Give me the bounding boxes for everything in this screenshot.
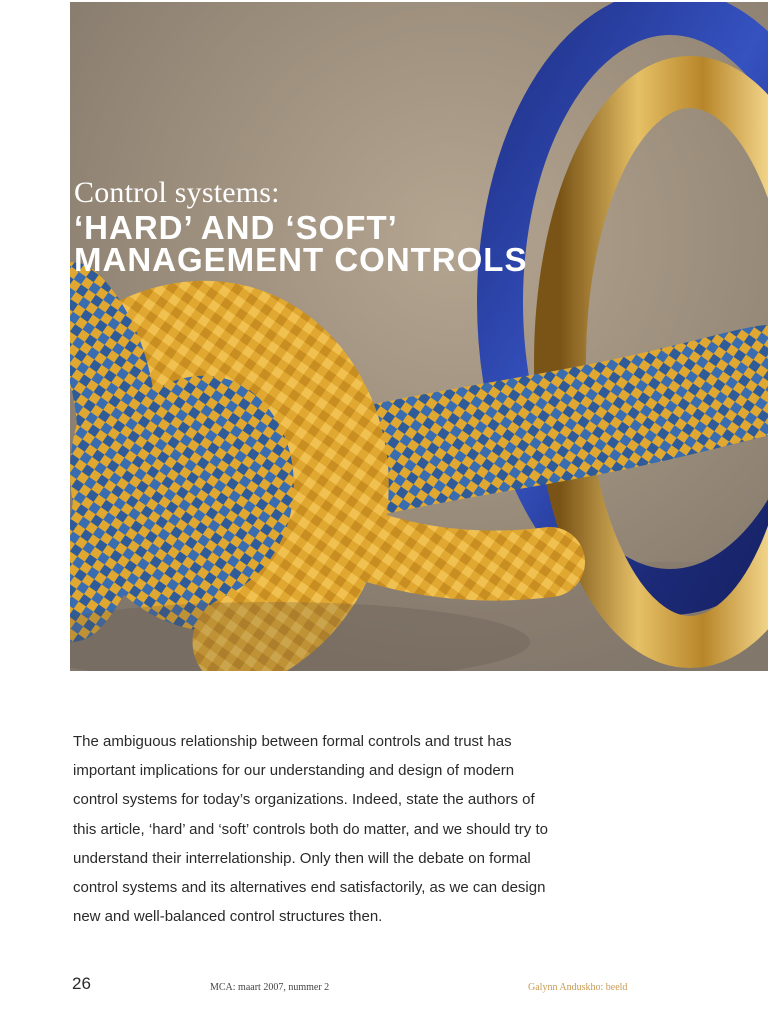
lead-paragraph bbox=[73, 727, 573, 931]
photo-credit: Galynn Anduskho: beeld bbox=[528, 982, 628, 993]
lead-line: control systems for today’s organizations. Indeed, state the authors of bbox=[73, 791, 535, 809]
lead-line: understand their interrelationship. Only then will the debate on formal bbox=[73, 849, 531, 867]
hero-photo bbox=[70, 2, 768, 671]
lead-line: control systems and its alternatives end satisfactorily, as we can design bbox=[73, 879, 546, 897]
title-main-line-1: ‘HARD’ AND ‘SOFT’ bbox=[74, 209, 398, 246]
rope-knot-illustration bbox=[70, 2, 768, 671]
publication-info: MCA: maart 2007, nummer 2 bbox=[210, 982, 330, 993]
lead-line: The ambiguous relationship between formal controls and trust has bbox=[73, 733, 512, 750]
title-main-line-2: MANAGEMENT CONTROLS bbox=[74, 241, 528, 278]
title-main bbox=[74, 209, 634, 278]
lead-line: this article, ‘hard’ and ‘soft’ controls both do matter, and we should try to bbox=[73, 820, 548, 838]
lead-line: important implications for our understanding and design of modern bbox=[73, 762, 515, 780]
article-title bbox=[74, 176, 634, 276]
lead-line: new and well-balanced control structures then. bbox=[73, 908, 383, 926]
title-kicker: Control systems: bbox=[74, 176, 280, 209]
page-number: 26 bbox=[72, 974, 91, 993]
